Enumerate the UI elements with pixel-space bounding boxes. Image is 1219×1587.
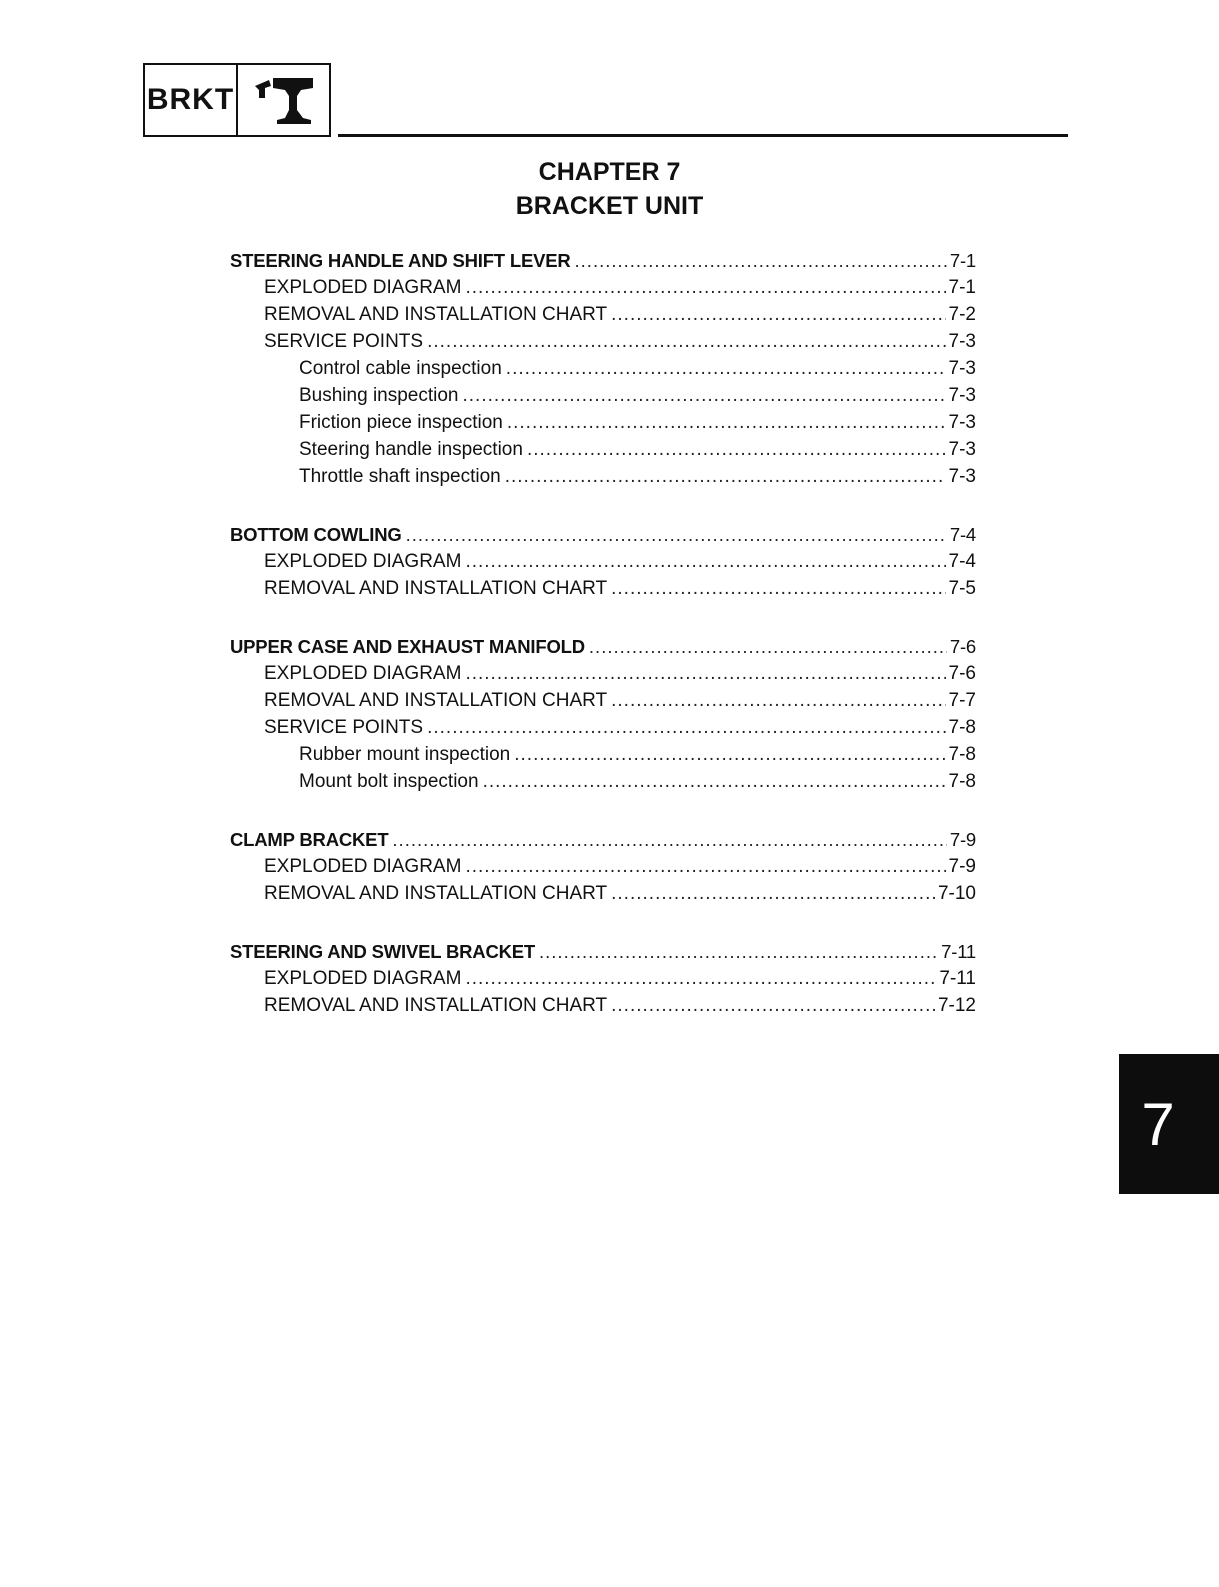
toc-entry[interactable] (230, 578, 976, 605)
toc-entry-page: 7-4 (948, 551, 976, 572)
toc-entry-page: 7-6 (949, 636, 976, 657)
toc-entry-page: 7-1 (948, 277, 976, 298)
toc-entry[interactable] (230, 304, 976, 331)
toc-entry[interactable] (230, 466, 976, 493)
toc-entry-page: 7-1 (949, 250, 976, 271)
section-header-box (143, 63, 331, 137)
toc-dot-leader (465, 968, 936, 990)
toc-dot-leader (427, 331, 945, 353)
toc-entry-title: REMOVAL AND INSTALLATION CHART (264, 304, 608, 325)
toc-dot-leader (465, 663, 945, 685)
toc-dot-leader (611, 578, 945, 600)
toc-entry[interactable] (230, 358, 976, 385)
toc-entry[interactable] (230, 331, 976, 358)
toc-entry-page: 7-8 (948, 744, 976, 765)
chapter-title: BRACKET UNIT (515, 192, 704, 220)
toc-section-entry[interactable] (230, 829, 976, 856)
toc-entry-title: SERVICE POINTS (264, 717, 424, 738)
bracket-unit-icon (238, 65, 329, 135)
toc-entry[interactable] (230, 551, 976, 578)
toc-dot-leader (406, 524, 947, 546)
toc-entry-page: 7-3 (948, 385, 976, 406)
toc-entry-title: CLAMP BRACKET (230, 829, 389, 850)
toc-dot-leader (463, 385, 946, 407)
header-rule (338, 134, 1068, 137)
toc-entry-page: 7-11 (939, 968, 976, 989)
toc-entry[interactable] (230, 771, 976, 798)
toc-dot-leader (527, 439, 946, 461)
toc-dot-leader (611, 883, 935, 905)
toc-entry[interactable] (230, 412, 976, 439)
toc-entry[interactable] (230, 968, 976, 995)
toc-entry-title: Throttle shaft inspection (299, 466, 501, 487)
toc-section-entry[interactable] (230, 636, 976, 663)
section-code: BRKT (145, 65, 238, 135)
toc-entry[interactable] (230, 663, 976, 690)
toc-entry-title: Rubber mount inspection (299, 744, 511, 765)
toc-entry-title: REMOVAL AND INSTALLATION CHART (264, 578, 608, 599)
toc-section-entry[interactable] (230, 250, 976, 277)
toc-entry[interactable] (230, 385, 976, 412)
toc-dot-leader (539, 941, 938, 963)
toc-dot-leader (392, 829, 946, 851)
toc-dot-leader (427, 717, 945, 739)
chapter-number: CHAPTER 7 (538, 158, 681, 186)
toc-entry[interactable] (230, 883, 976, 910)
toc-entry-title: BOTTOM COWLING (230, 524, 402, 545)
toc-dot-leader (611, 995, 935, 1017)
toc-entry-page: 7-5 (948, 578, 976, 599)
toc-entry-page: 7-12 (937, 995, 976, 1016)
toc-dot-leader (506, 358, 946, 380)
toc-entry-page: 7-3 (948, 358, 976, 379)
toc-dot-leader (465, 856, 945, 878)
toc-entry-title: STEERING AND SWIVEL BRACKET (230, 941, 536, 962)
toc-entry-page: 7-4 (949, 524, 976, 545)
toc-dot-leader (575, 250, 947, 272)
toc-entry-title: UPPER CASE AND EXHAUST MANIFOLD (230, 636, 585, 657)
toc-section-entry[interactable] (230, 941, 976, 968)
toc-entry-title: REMOVAL AND INSTALLATION CHART (264, 995, 608, 1016)
toc-entry-title: EXPLODED DIAGRAM (264, 663, 462, 684)
toc-entry-page: 7-3 (948, 466, 976, 487)
table-of-contents (230, 250, 976, 1022)
toc-dot-leader (611, 304, 945, 326)
chapter-heading (0, 155, 1219, 223)
toc-entry-page: 7-9 (948, 856, 976, 877)
toc-entry-page: 7-3 (948, 412, 976, 433)
toc-dot-leader (589, 636, 947, 658)
toc-section-entry[interactable] (230, 524, 976, 551)
toc-entry-title: STEERING HANDLE AND SHIFT LEVER (230, 250, 571, 271)
toc-entry-title: EXPLODED DIAGRAM (264, 968, 462, 989)
toc-dot-leader (507, 412, 946, 434)
toc-entry-page: 7-9 (949, 829, 976, 850)
toc-entry-page: 7-10 (937, 883, 976, 904)
toc-entry-title: EXPLODED DIAGRAM (264, 277, 462, 298)
toc-entry-title: Control cable inspection (299, 358, 502, 379)
toc-entry[interactable] (230, 277, 976, 304)
toc-entry-page: 7-8 (948, 771, 976, 792)
toc-entry-title: Friction piece inspection (299, 412, 503, 433)
toc-entry-page: 7-8 (948, 717, 976, 738)
toc-entry-title: REMOVAL AND INSTALLATION CHART (264, 883, 608, 904)
toc-dot-leader (465, 551, 945, 573)
toc-entry[interactable] (230, 856, 976, 883)
toc-dot-leader (505, 466, 946, 488)
toc-dot-leader (483, 771, 946, 793)
toc-entry-page: 7-3 (948, 331, 976, 352)
toc-entry-page: 7-2 (948, 304, 976, 325)
toc-entry[interactable] (230, 744, 976, 771)
toc-entry-title: Steering handle inspection (299, 439, 523, 460)
toc-entry-page: 7-7 (948, 690, 976, 711)
toc-entry-title: EXPLODED DIAGRAM (264, 856, 462, 877)
toc-dot-leader (514, 744, 945, 766)
toc-entry-title: SERVICE POINTS (264, 331, 424, 352)
toc-entry-title: Mount bolt inspection (299, 771, 479, 792)
toc-entry-page: 7-3 (948, 439, 976, 460)
toc-entry-title: Bushing inspection (299, 385, 459, 406)
toc-entry[interactable] (230, 439, 976, 466)
chapter-tab: 7 (1119, 1054, 1219, 1194)
toc-dot-leader (465, 277, 945, 299)
toc-entry-page: 7-11 (941, 941, 976, 962)
toc-entry[interactable] (230, 717, 976, 744)
toc-entry[interactable] (230, 690, 976, 717)
toc-entry-page: 7-6 (948, 663, 976, 684)
toc-entry[interactable] (230, 995, 976, 1022)
toc-dot-leader (611, 690, 945, 712)
toc-entry-title: REMOVAL AND INSTALLATION CHART (264, 690, 608, 711)
toc-entry-title: EXPLODED DIAGRAM (264, 551, 462, 572)
